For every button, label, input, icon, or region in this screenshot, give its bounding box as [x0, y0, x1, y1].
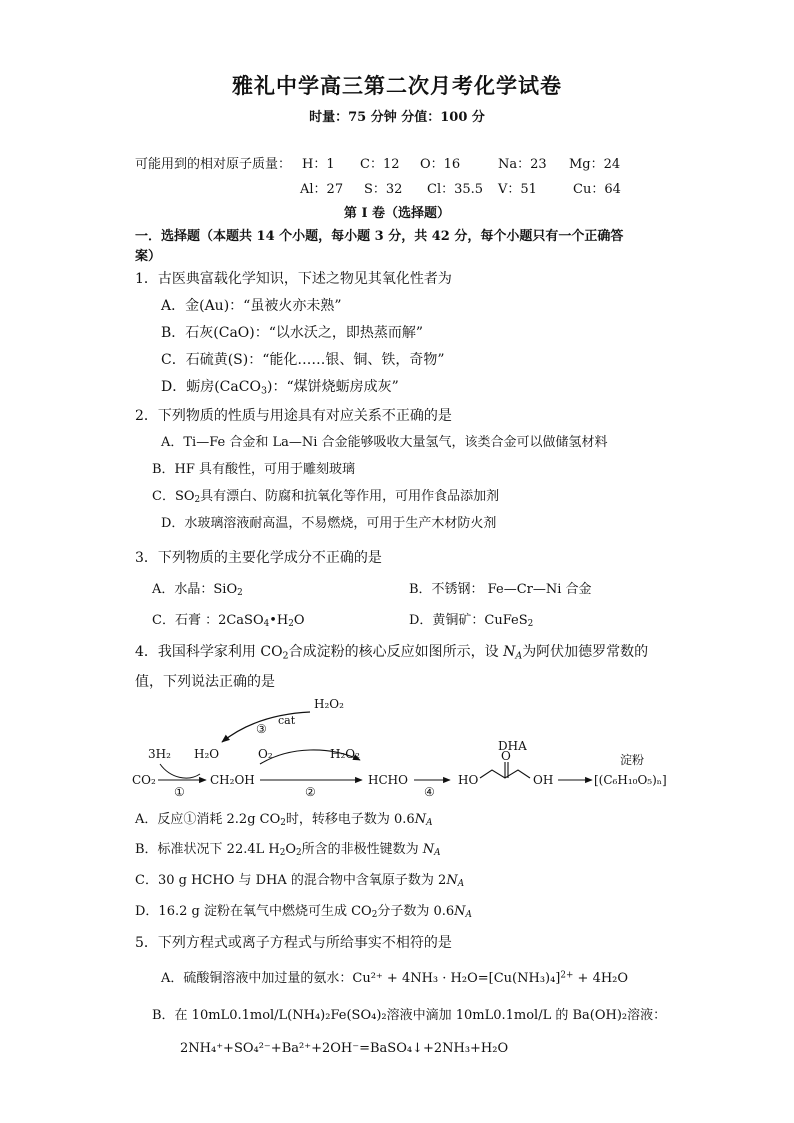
q4-option-c: C．30 g HCHO 与 DHA 的混合物中含氧原子数为 $2N_A$ — [135, 873, 465, 890]
mass-v: V：51 — [498, 182, 537, 197]
q5-option-b-equation: 2NH₄⁺+SO₄²⁻+Ba²⁺+2OH⁻=BaSO₄↓+2NH₃+H₂O — [180, 1041, 509, 1056]
q4-option-a: A．反应①消耗 2.2g $CO_2$时，转移电子数为 $0.6N_A$ — [135, 812, 433, 829]
q1-stem: 1．古医典富载化学知识，下述之物见其氧化性者为 — [135, 271, 452, 287]
section-instruction-cont: 案） — [135, 249, 162, 264]
dha-oh: OH — [533, 773, 554, 787]
step2-label: ② — [305, 785, 316, 799]
mass-na: Na：23 — [498, 157, 547, 172]
h2-reagent: 3H₂ — [148, 747, 171, 761]
q4-stem: 4．我国科学家利用 $CO_2$合成淀粉的核心反应如图所示，设 $N_A$为阿伏加德罗常数的 — [135, 644, 649, 662]
mass-al: Al：27 — [300, 182, 344, 197]
cat-label: cat — [278, 714, 296, 727]
q3-stem: 3．下列物质的主要化学成分不正确的是 — [135, 550, 382, 566]
h2o2-top: H₂O₂ — [314, 697, 344, 711]
q2-option-b: B．HF 具有酸性，可用于雕刻玻璃 — [152, 462, 356, 477]
atomic-mass-label: 可能用到的相对原子质量： — [135, 157, 292, 172]
q1-option-d: D．蛎房(CaCO$_3$)：“煤饼烧蛎房成灰” — [161, 379, 399, 397]
q2-option-d: D．水玻璃溶液耐高温，不易燃烧，可用于生产木材防火剂 — [161, 516, 497, 531]
exam-info: 时量：75 分钟 分值：100 分 — [309, 110, 485, 125]
q1-option-b: B．石灰(CaO)：“以水沃之，即热蒸而解” — [161, 325, 424, 341]
step1-label: ① — [174, 785, 185, 799]
q4-option-d: D．16.2 g 淀粉在氧气中燃烧可生成 $CO_2$分子数为 $0.6N_A$ — [135, 904, 472, 921]
mass-o: O：16 — [420, 157, 461, 172]
step1-curve — [160, 764, 200, 778]
o2-reagent: O₂ — [258, 747, 273, 761]
step3-label: ③ — [256, 722, 267, 736]
mass-cu: Cu：64 — [573, 182, 621, 197]
q5-stem: 5．下列方程式或离子方程式与所给事实不相符的是 — [135, 935, 452, 951]
section-instruction: 一．选择题（本题共 14 个小题，每小题 3 分，共 42 分，每个小题只有一个正确答 — [135, 229, 624, 244]
formaldehyde: HCHO — [368, 773, 408, 787]
h2o2-product: H₂O₂ — [330, 747, 360, 761]
methanol: CH₂OH — [210, 773, 255, 787]
page-title: 雅礼中学高三第二次月考化学试卷 — [232, 73, 562, 98]
q5-option-b: B．在 10mL0.1mol/L(NH₄)₂Fe(SO₄)₂溶液中滴加 10mL0.1mol/L 的 Ba(OH)₂溶液： — [152, 1008, 667, 1023]
q3-option-a: A．水晶：SiO$_2$ — [152, 582, 243, 599]
q5-a-eq-left: Cu²⁺ + 4NH₃ · H₂O= — [352, 971, 489, 986]
q2-stem: 2．下列物质的性质与用途具有对应关系不正确的是 — [135, 408, 452, 424]
dha-oxygen: O — [501, 749, 511, 763]
q4-stem-cont: 值，下列说法正确的是 — [135, 674, 275, 690]
mass-c: C：12 — [360, 157, 400, 172]
mass-h: H：1 — [302, 157, 335, 172]
q5-a-eq-right: + 4H₂O — [573, 971, 629, 986]
step4-label: ④ — [424, 785, 435, 799]
q4-option-b: B．标准状况下 22.4L $H_2O_2$所含的非极性键数为 $N_A$ — [135, 842, 441, 859]
q3-option-d: D．黄铜矿：CuFeS$_2$ — [409, 613, 534, 630]
q1-option-a: A．金(Au)：“虽被火亦未熟” — [161, 298, 342, 314]
reaction-diagram — [130, 692, 675, 804]
mass-s: S：32 — [364, 182, 403, 197]
q1-option-c: C．石硫黄(S)：“能化……银、铜、铁，奇物” — [161, 352, 445, 368]
q3-option-c: C．石膏 ：$2CaSO_4•H_2O$ — [152, 613, 305, 630]
q5-a-eq-complex: [Cu(NH₃)₄] — [488, 971, 561, 986]
q2-option-a: A．Ti—Fe 合金和 La—Ni 合金能够吸收大量氢气，该类合金可以做储氢材料 — [161, 435, 608, 450]
section-title: 第 I 卷（选择题） — [343, 206, 451, 221]
mass-cl: Cl：35.5 — [427, 182, 484, 197]
q3-option-b: B．不锈钢： Fe—Cr—Ni 合金 — [409, 582, 592, 597]
mass-mg: Mg：24 — [569, 157, 621, 172]
dha-label: DHA — [498, 739, 527, 753]
q5-option-a: A．硫酸铜溶液中加过量的氨水：$Cu^{2+} + 4NH_3 \cdot H_2O=[Cu(NH_3)_4]^{2+} + 4H_2O$ — [161, 970, 629, 986]
co2-start: CO₂ — [132, 773, 156, 787]
q2-option-c: C．$SO_2$具有漂白、防腐和抗氧化等作用，可用作食品添加剂 — [152, 489, 500, 506]
starch-formula: [(C₆H₁₀O₅)ₙ] — [594, 773, 667, 787]
h2o-product: H₂O — [194, 747, 220, 761]
dha-ho: HO — [458, 773, 479, 787]
starch-label: 淀粉 — [620, 753, 645, 767]
